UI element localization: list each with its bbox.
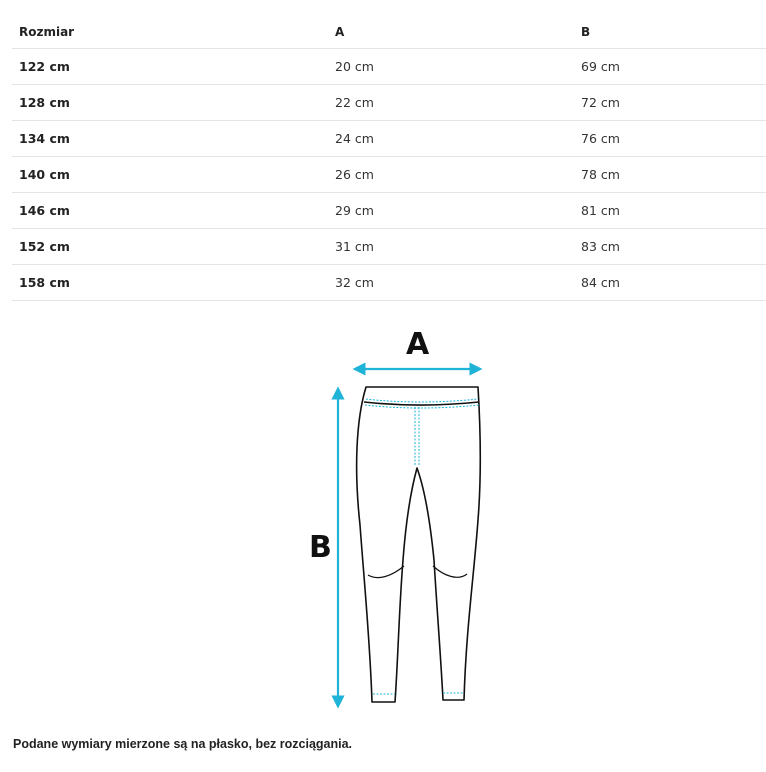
table-row — [12, 193, 766, 229]
table-row — [12, 265, 766, 301]
size-cell: 128 cm — [12, 85, 328, 121]
header-a: A — [328, 14, 574, 49]
measurement-note: Podane wymiary mierzone są na płasko, bez rozciągania. — [13, 737, 353, 751]
b-cell: 76 cm — [574, 121, 766, 157]
a-cell: 26 cm — [328, 157, 574, 193]
table-row — [12, 157, 766, 193]
table-header-row — [12, 14, 766, 49]
b-cell: 78 cm — [574, 157, 766, 193]
table-row — [12, 229, 766, 265]
dimension-label-b: B — [309, 530, 332, 565]
a-cell: 22 cm — [328, 85, 574, 121]
a-cell: 24 cm — [328, 121, 574, 157]
dimension-label-a: A — [406, 327, 430, 362]
b-cell: 69 cm — [574, 49, 766, 85]
a-cell: 20 cm — [328, 49, 574, 85]
a-cell: 32 cm — [328, 265, 574, 301]
table-row — [12, 121, 766, 157]
b-cell: 81 cm — [574, 193, 766, 229]
a-cell: 29 cm — [328, 193, 574, 229]
size-cell: 146 cm — [12, 193, 328, 229]
leggings-outline — [357, 387, 481, 702]
size-cell: 158 cm — [12, 265, 328, 301]
size-table — [12, 14, 766, 301]
size-cell: 140 cm — [12, 157, 328, 193]
size-cell: 122 cm — [12, 49, 328, 85]
a-cell: 31 cm — [328, 229, 574, 265]
size-cell: 152 cm — [12, 229, 328, 265]
b-cell: 83 cm — [574, 229, 766, 265]
b-cell: 84 cm — [574, 265, 766, 301]
header-size: Rozmiar — [12, 14, 328, 49]
table-row — [12, 85, 766, 121]
size-cell: 134 cm — [12, 121, 328, 157]
leggings-diagram — [300, 325, 500, 715]
b-cell: 72 cm — [574, 85, 766, 121]
header-b: B — [574, 14, 766, 49]
table-row — [12, 49, 766, 85]
